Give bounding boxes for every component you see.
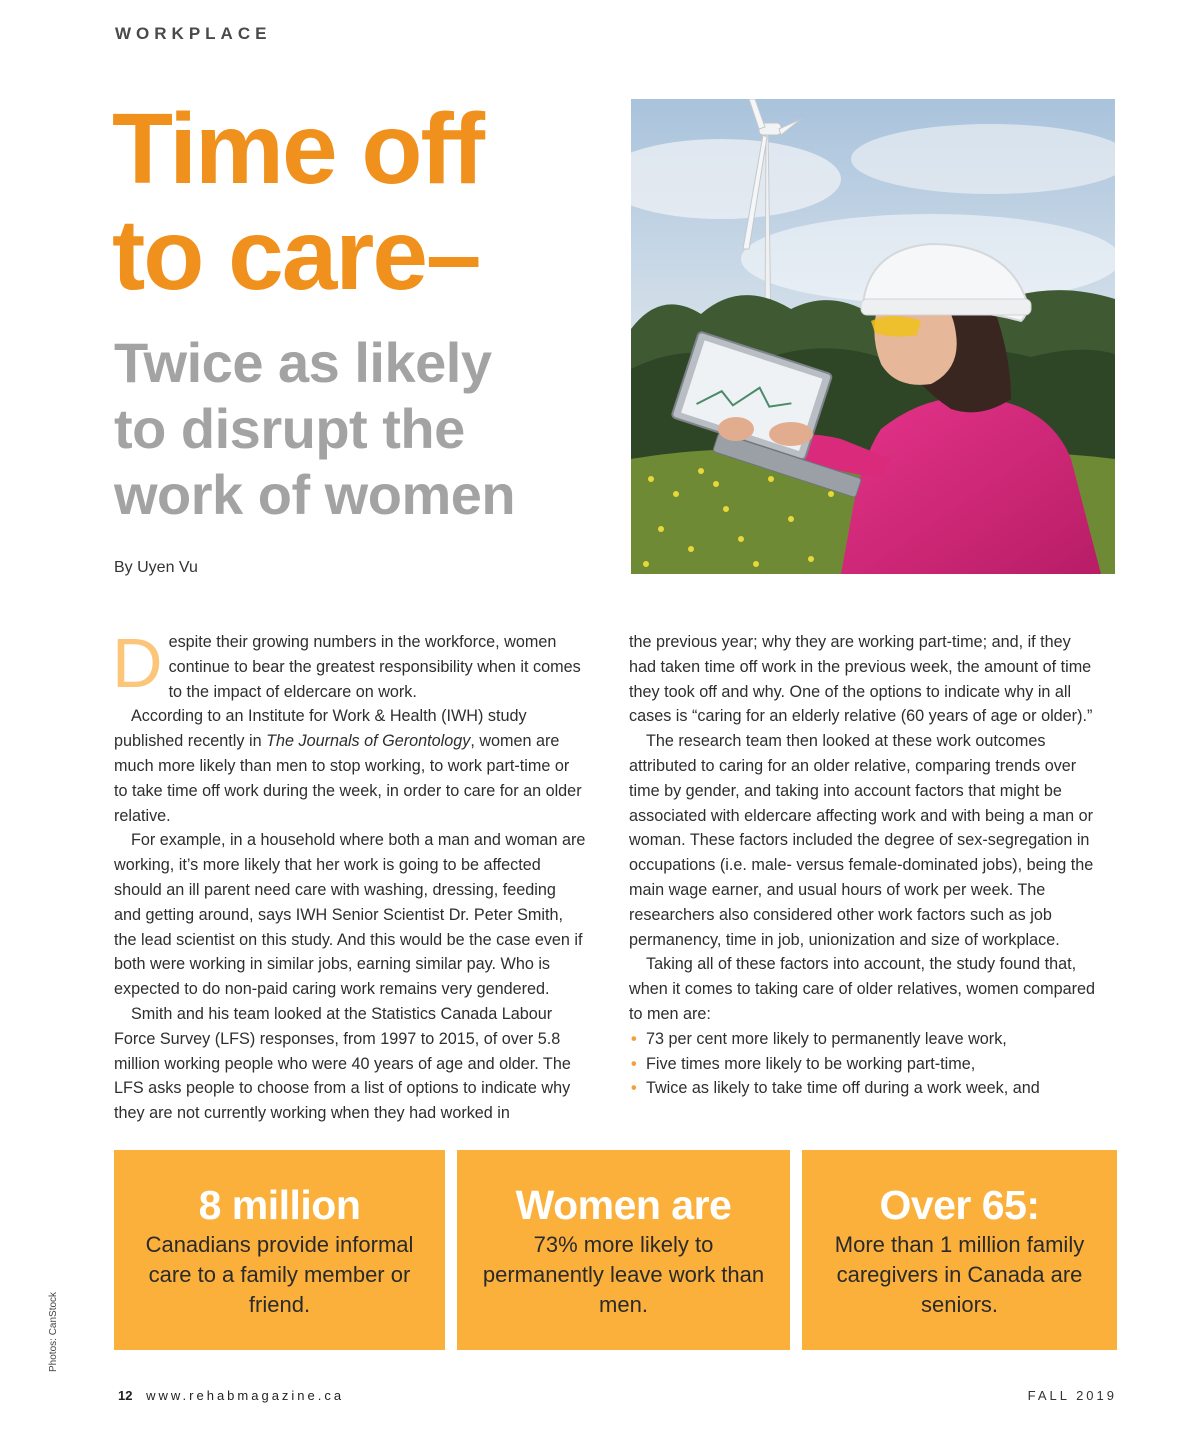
photo-credit: Photos: CanStock	[48, 1291, 59, 1372]
stat-box	[802, 1150, 1117, 1350]
article-paragraph	[112, 624, 586, 704]
article-column-left	[112, 624, 586, 1126]
article-paragraph: The research team then looked at these work outcomes attributed to caring for an older relative, comparing trends over time by gender, and taking into account factors that might be associated with eldercare affecting work and with being a man or woman. These factors included the degree of sex-segregation in occupations (i.e. male- versus female-dominated jobs), being the main wage earner, and usual hours of work per week. The researchers also considered other work factors such as job permanency, time in job, unionization and size of workplace.	[629, 732, 1094, 949]
article-paragraph: Taking all of these factors into account, the study found that, when it comes to taking care of older relatives, women compared to men are:	[629, 955, 1096, 1023]
title-line-1: Time off	[112, 93, 484, 205]
list-item: • Twice as likely to take time off during a work week, and	[629, 1076, 1101, 1101]
section-label: WORKPLACE	[115, 24, 272, 43]
article-subtitle	[114, 330, 614, 528]
drop-cap: D	[112, 624, 163, 702]
stat-box	[457, 1150, 790, 1350]
magazine-url[interactable]: www.rehabmagazine.ca	[146, 1388, 345, 1403]
paragraph-text: , women are much more likely than men to stop working, to work part-time or to take time off work during the week, in order to care for an older relative.	[114, 732, 582, 825]
title-line-2: to care–	[112, 199, 480, 311]
findings-list	[629, 1027, 1101, 1101]
issue-label: FALL 2019	[1027, 1388, 1117, 1403]
article-paragraph: the previous year; why they are working part-time; and, if they had taken time off work in the previous week, the amount of time they took off and why. One of the options to indicate why in all cases is “caring for an elderly relative (60 years of age or older).”	[629, 633, 1093, 726]
page-number: 12	[118, 1388, 133, 1403]
byline: By Uyen Vu	[114, 559, 198, 576]
stat-box	[114, 1150, 445, 1350]
stat-body: 73% more likely to permanently leave work than men.	[482, 1232, 765, 1317]
article-title	[112, 93, 612, 311]
stat-body: Canadians provide informal care to a family member or friend.	[145, 1232, 414, 1317]
stat-body: More than 1 million family caregivers in Canada are seniors.	[834, 1232, 1085, 1317]
page-footer	[118, 1388, 344, 1403]
article-paragraph	[114, 704, 586, 828]
journal-title: The Journals of Gerontology	[266, 732, 471, 751]
stat-headline: Women are	[515, 1182, 732, 1228]
subtitle-line-3: work of women	[114, 463, 516, 526]
article-paragraph: For example, in a household where both a man and woman are working, it’s more likely that her work is going to be affected should an ill parent need care with washing, dressing, feeding and getting around, says IWH Senior Scientist Dr. Peter Smith, the lead scientist on this study. And this would be the case even if both were working in similar jobs, earning similar pay. Who is expected to do non-paid caring work remains very gendered.	[114, 831, 586, 999]
article-paragraph: Smith and his team looked at the Statistics Canada Labour Force Survey (LFS) responses, from 1997 to 2015, of over 5.8 million working people who were 40 years of age and older. The LFS asks people to choose from a list of options to indicate why they are not currently working when they had worked in	[114, 1004, 571, 1123]
list-item: • 73 per cent more likely to permanently leave work,	[629, 1027, 1101, 1052]
article-column-right	[629, 630, 1101, 1101]
stat-headline: 8 million	[198, 1182, 361, 1228]
list-item: • Five times more likely to be working part-time,	[629, 1052, 1101, 1077]
stat-headline: Over 65:	[879, 1182, 1040, 1228]
subtitle-line-2: to disrupt the	[114, 397, 465, 460]
paragraph-text: According to an Institute for Work & Health (IWH) study published recently in	[114, 707, 527, 751]
paragraph-text: espite their growing numbers in the workforce, women continue to bear the greatest responsibility when it comes to the impact of eldercare on work.	[168, 633, 581, 701]
subtitle-line-1: Twice as likely	[114, 331, 492, 394]
worker-with-laptop-photo	[631, 99, 1115, 574]
